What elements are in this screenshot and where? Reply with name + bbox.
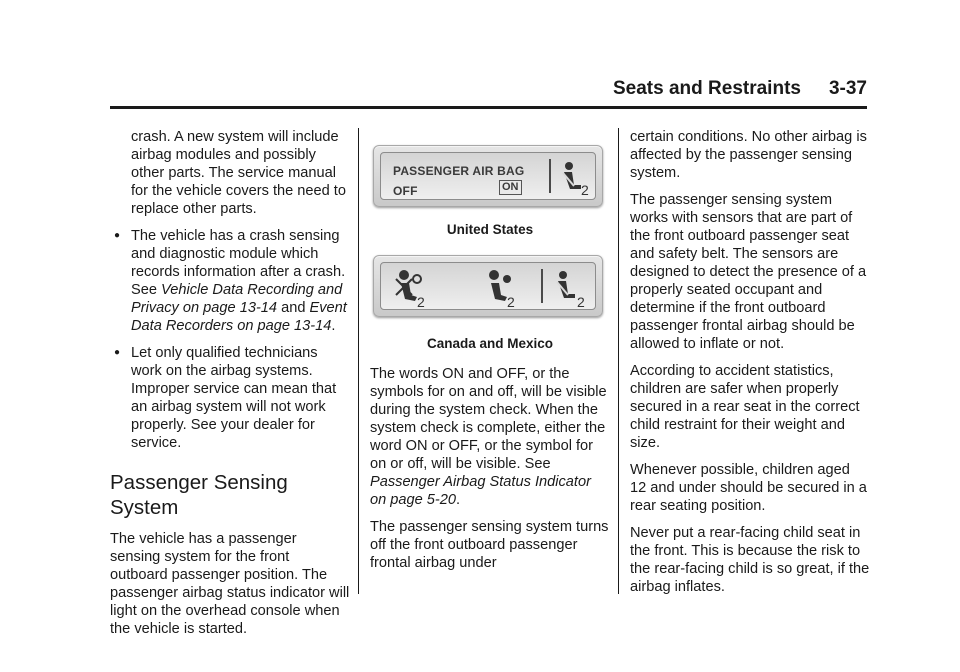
bullet-icon: ●	[114, 347, 121, 358]
column-left	[110, 128, 350, 647]
figure-caption: United States	[446, 222, 534, 237]
cross-reference-link[interactable]: Event Data Recorders on page 13-14	[131, 300, 347, 334]
column-divider	[358, 128, 359, 594]
column-middle	[370, 128, 610, 581]
cross-reference-link[interactable]: Passenger Airbag Status Indicator on page 5-20	[370, 474, 591, 508]
body-text: The words ON and OFF, or the symbols for on and off, will be visible during the system check. When the system check is complete, either the word ON or OFF, or the symbol for on or off, will be visible. See	[370, 366, 607, 472]
column-right	[630, 128, 870, 605]
svg-text:2: 2	[581, 182, 589, 198]
body-paragraph: According to accident statistics, children are safer when properly secured in a rear seat in the correct child restraint for their weight and size.	[630, 363, 860, 451]
body-paragraph: The passenger sensing system turns off the front outboard passenger frontal airbag under	[370, 519, 609, 571]
airbag-off-person-icon	[391, 267, 435, 309]
body-paragraph: certain conditions. No other airbag is affected by the passenger sensing system.	[630, 129, 867, 181]
section-title: Seats and Restraints	[613, 78, 801, 99]
panel-divider	[549, 159, 551, 193]
body-paragraph: The passenger sensing system works with sensors that are part of the front outboard passenger seat and safety belt. The sensors are designed to detect the presence of a properly seated occupant and determine if the front outboard passenger frontal airbag should be allowed to inflate or not.	[630, 192, 867, 352]
figure-caption: Canada and Mexico	[426, 336, 554, 351]
airbag-on-person-icon	[481, 267, 525, 309]
indicator-off-label: OFF	[393, 184, 418, 198]
bullet-item	[110, 344, 350, 452]
seatbelt-person-icon	[549, 267, 593, 309]
body-paragraph: Whenever possible, children aged 12 and under should be secured in a rear seating position.	[630, 462, 867, 514]
seatbelt-person-icon	[557, 159, 593, 199]
canada-mexico-indicator-figure	[373, 255, 603, 317]
indicator-on-label: ON	[499, 180, 522, 195]
svg-text:2: 2	[507, 294, 515, 309]
indicator-label: PASSENGER AIR BAG	[393, 164, 525, 178]
cross-reference-link[interactable]: Vehicle Data Recording and Privacy on page 13-14	[131, 282, 343, 316]
bullet-text: Let only qualified technicians work on the airbag systems. Improper service can mean that an airbag system will not work properly. See your dealer for service.	[131, 345, 337, 451]
continued-paragraph: crash. A new system will include airbag modules and possibly other parts. The service manual for the vehicle covers the need to replace other parts.	[131, 129, 346, 217]
svg-text:2: 2	[417, 294, 425, 309]
bullet-text: The vehicle has a crash sensing and diagnostic module which records information after a crash. See	[131, 228, 346, 298]
indicator-panel	[380, 152, 596, 200]
bullet-item	[110, 227, 350, 335]
body-paragraph: The vehicle has a passenger sensing system for the front outboard passenger position. The passenger airbag status indicator will light on the overhead console when the vehicle is started.	[110, 531, 350, 637]
column-divider	[618, 128, 619, 594]
body-paragraph	[370, 365, 610, 509]
body-text: .	[456, 492, 461, 508]
section-heading: Passenger Sensing System	[110, 471, 288, 519]
page-number: 3-37	[828, 78, 867, 99]
bullet-text: .	[331, 318, 336, 334]
bullet-icon: ●	[114, 230, 121, 241]
body-paragraph: Never put a rear-facing child seat in the front. This is because the risk to the rear-facing child is so great, if the airbag inflates.	[630, 525, 870, 595]
header-title	[613, 78, 867, 100]
bullet-text: and	[277, 300, 310, 316]
indicator-panel	[380, 262, 596, 310]
us-indicator-figure	[373, 145, 603, 207]
page-header	[110, 78, 867, 109]
svg-text:2: 2	[577, 294, 585, 309]
panel-divider	[541, 269, 543, 303]
